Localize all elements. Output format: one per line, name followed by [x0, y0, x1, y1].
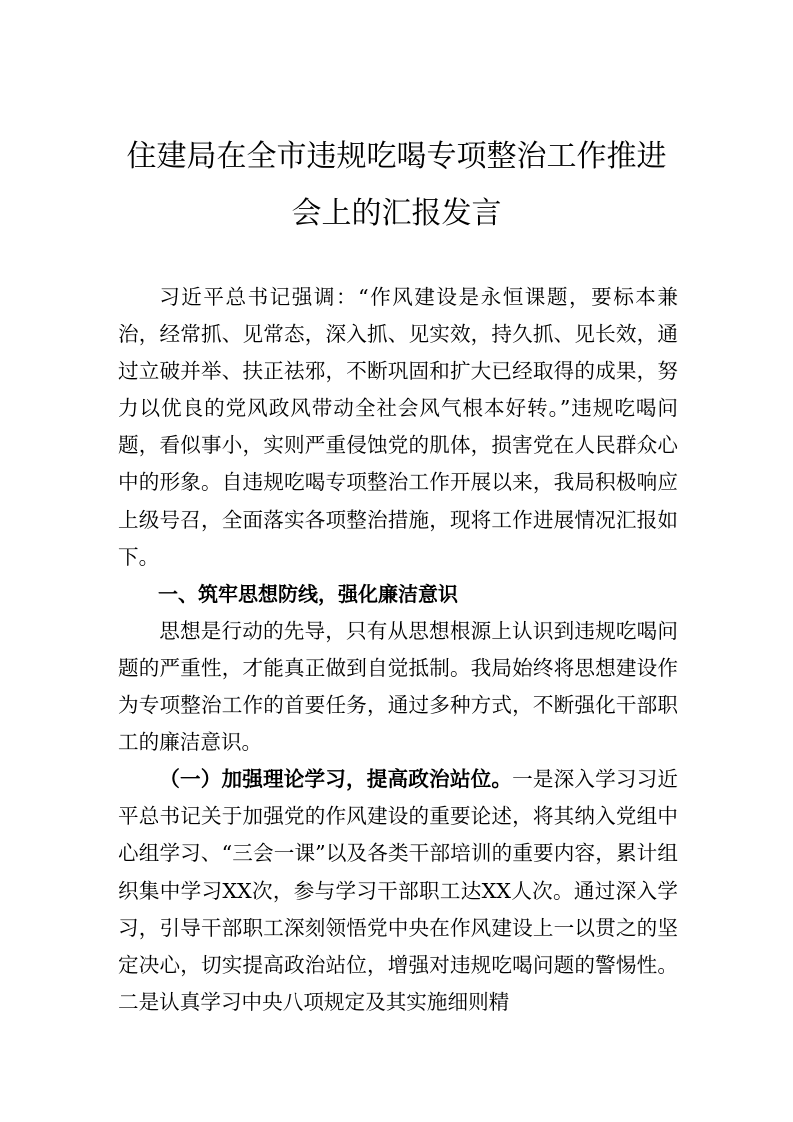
- intro-paragraph: 习近平总书记强调：“作风建设是永恒课题，要标本兼治，经常抓、见常态，深入抓、见实效，持久抓、见长效，通过立破并举、扶正祛邪，不断巩固和扩大已经取得的成果，努力以优良的党风政风带动全社会风气根本好转。”违规吃喝问题，看似事小，实则严重侵蚀党的肌体，损害党在人民群众心中的形象。自违规吃喝专项整治工作开展以来，我局积极响应上级号召，全面落实各项整治措施，现将工作进展情况汇报如下。: [118, 285, 678, 569]
- subsection-1-heading: （一）加强理论学习，提高政治站位。: [159, 767, 513, 792]
- section-1-paragraph: 思想是行动的先导，只有从思想根源上认识到违规吃喝问题的严重性，才能真正做到自觉抵制。我局始终将思想建设作为专项整治工作的首要任务，通过多种方式，不断强化干部职工的廉洁意识。: [118, 618, 678, 755]
- section-1-heading: 一、筑牢思想防线，强化廉洁意识: [158, 581, 458, 606]
- subsection-1-paragraph: [118, 761, 678, 1021]
- document-body: [118, 279, 678, 1021]
- document-title-line-1: 住建局在全市违规吃喝专项整治工作推进: [126, 139, 667, 174]
- subsection-1-text: 一是深入学习习近平总书记关于加强党的作风建设的重要论述，将其纳入党组中心组学习、“三会一课”以及各类干部培训的重要内容，累计组织集中学习XX次，参与学习干部职工达XX人次。通过深入学习，引导干部职工深刻领悟党中央在作风建设上一以贯之的坚定决心，切实提高政治站位，增强对违规吃喝问题的警惕性。二是认真学习中央八项规定及其实施细则精: [118, 767, 679, 1014]
- document-title-line-2: 会上的汇报发言: [291, 196, 502, 231]
